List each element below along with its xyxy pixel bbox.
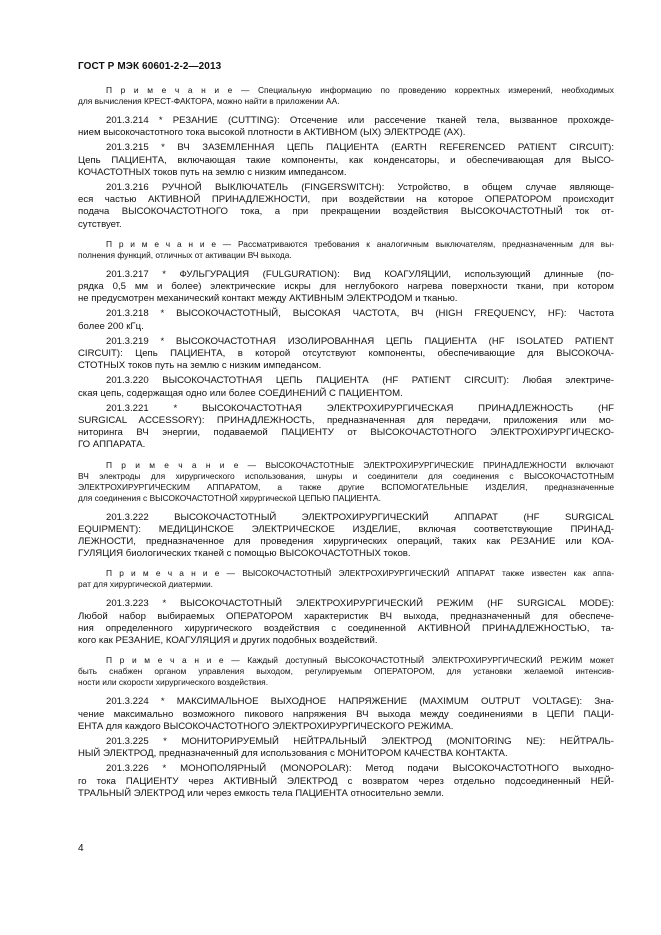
- note-paragraph: [78, 239, 614, 261]
- text-line: не предусмотрен механический контакт между АКТИВНЫМ ЭЛЕКТРОДОМ и тканью.: [78, 293, 458, 305]
- text-line: НЫЙ ЭЛЕКТРОД, предназначенный для использования с МОНИТОРОМ КАЧЕСТВА КОНТАКТА.: [78, 748, 508, 760]
- definition-paragraph: [78, 269, 614, 306]
- text-line: ЭЛЕКТРОХИРУРГИЧЕСКИМ АППАРАТОМ, а также другие ВСПОМОГАТЕЛЬНЫЕ ИЗДЕЛИЯ, предназначенные: [78, 481, 614, 492]
- text-line: для соединения с ВЫСОКОЧАСТОТНОЙ хирургической ЦЕПЬЮ ПАЦИЕНТА.: [78, 492, 381, 503]
- text-line: рат для хирургической диатермии.: [78, 579, 214, 590]
- text-line: ЕНТА для каждого ВЫСОКОЧАСТОТНОГО ЭЛЕКТРОХИРУРГИЧЕСКОГО РЕЖИМА.: [78, 720, 454, 732]
- block-gap: [78, 231, 614, 239]
- block-gap: [78, 452, 614, 460]
- text-line: 201.3.215 * ВЧ ЗАЗЕМЛЕННАЯ ЦЕПЬ ПАЦИЕНТА (EARTH REFERENCED PATIENT CIRCUIT):: [106, 142, 614, 154]
- text-line: 201.3.218 * ВЫСОКОЧАСТОТНЫЙ, ВЫСОКАЯ ЧАСТОТА, ВЧ (HIGH FREQUENCY, HF): Частота: [106, 308, 614, 320]
- text-line: 201.3.217 * ФУЛЬГУРАЦИЯ (FULGURATION): Вид КОАГУЛЯЦИИ, использующий длинные (по-: [106, 268, 614, 280]
- text-line: 201.3.226 * МОНОПОЛЯРНЫЙ (MONOPOLAR): Метод подачи ВЫСОКОЧАСТОТНОГО выходно-: [106, 763, 614, 775]
- text-line: EQUIPMENT): МЕДИЦИНСКОЕ ЭЛЕКТРИЧЕСКОЕ ИЗДЕЛИЕ, включая соответствующие ПРИНАД-: [78, 523, 614, 535]
- definition-paragraph: [78, 598, 614, 647]
- text-line: SURGICAL ACCESSORY): ПРИНАДЛЕЖНОСТЬ, предназначенная для передачи, приложения или мо-: [78, 415, 614, 427]
- text-line: для вычисления КРЕСТ-ФАКТОРА, можно найти в приложении АА.: [78, 96, 340, 106]
- text-line: CIRCUIT): Цепь ПАЦИЕНТА, в которой отсутствуют компоненты, обеспечивающие для ВЫСОКОЧА-: [78, 348, 614, 360]
- block-gap: [78, 261, 614, 269]
- text-line: более 200 кГц.: [78, 320, 144, 332]
- definition-paragraph: [78, 336, 614, 373]
- text-line: ГО АППАРАТА.: [78, 439, 146, 451]
- text-line: 201.3.225 * МОНИТОРИРУЕМЫЙ НЕЙТРАЛЬНЫЙ ЭЛЕКТРОД (MONITORING NE): НЕЙТРАЛЬ-: [106, 735, 614, 747]
- text-line: П р и м е ч а н и е — Рассматриваются требования к аналогичным выключателям, предназначенным для вы-: [106, 238, 614, 249]
- text-line: сутствует.: [78, 218, 122, 230]
- block-gap: [78, 504, 614, 512]
- text-line: 201.3.222 ВЫСОКОЧАСТОТНЫЙ ЭЛЕКТРОХИРУРГИЧЕСКИЙ АППАРАТ (HF SURGICAL: [106, 511, 614, 523]
- definition-paragraph: [78, 696, 614, 733]
- text-line: ности или скорости хирургического воздействия.: [78, 677, 269, 688]
- text-line: подача ВЫСОКОЧАСТОТНОГО тока, а при прекращении воздействия ВЫСОКОЧАСТОТНЫЙ ток от-: [78, 206, 614, 218]
- text-line: П р и м е ч а н и е — Специальную информацию по проведению корректных измерений, необходимых: [106, 85, 614, 95]
- note-paragraph: [78, 460, 614, 504]
- text-line: Цепь ПАЦИЕНТА, включающая такие компоненты, как конденсаторы, и обеспечивающая для ВЫСО-: [78, 154, 614, 166]
- text-line: быть снабжен органом управления выходом, регулируемым ОПЕРАТОРОМ, для установки желаемой интенсив-: [78, 666, 614, 677]
- text-line: 201.3.216 РУЧНОЙ ВЫКЛЮЧАТЕЛЬ (FINGERSWITCH): Устройство, в общем случае являюще-: [106, 182, 614, 194]
- text-line: нием высокочастотного тока высокой плотности в АКТИВНОМ (ЫХ) ЭЛЕКТРОДЕ (АХ).: [78, 127, 466, 139]
- definition-paragraph: [78, 182, 614, 231]
- text-line: 201.3.220 ВЫСОКОЧАСТОТНАЯ ЦЕПЬ ПАЦИЕНТА (HF PATIENT CIRCUIT): Любая электриче-: [106, 375, 614, 387]
- definition-paragraph: [78, 115, 614, 139]
- note-paragraph: [78, 655, 614, 688]
- text-line: ЛЕЖНОСТИ, предназначенное для проведения хирургических операций, таких как РЕЗАНИЕ или КОА-: [78, 536, 614, 548]
- definition-paragraph: [78, 375, 614, 399]
- block-gap: [78, 688, 614, 696]
- text-line: 201.3.221 * ВЫСОКОЧАСТОТНАЯ ЭЛЕКТРОХИРУРГИЧЕСКАЯ ПРИНАДЛЕЖНОСТЬ (HF: [106, 402, 614, 414]
- definition-paragraph: [78, 736, 614, 760]
- text-line: еся частью АКТИВНОЙ ПРИНАДЛЕЖНОСТИ, при воздействии на которое ОПЕРАТОРОМ происходит: [78, 194, 614, 206]
- text-line: 201.3.219 * ВЫСОКОЧАСТОТНАЯ ИЗОЛИРОВАННАЯ ЦЕПЬ ПАЦИЕНТА (HF ISOLATED PATIENT: [106, 335, 614, 347]
- text-line: П р и м е ч а н и е — ВЫСОКОЧАСТОТНЫЕ ЭЛЕКТРОХИРУРГИЧЕСКИЕ ПРИНАДЛЕЖНОСТИ включают: [106, 459, 614, 470]
- text-line: ТРАЛЬНЫЙ ЭЛЕКТРОД или через емкость тела ПАЦИЕНТА относительно земли.: [78, 787, 444, 799]
- definition-paragraph: [78, 403, 614, 452]
- text-line: рядка 0,5 мм и более) электрические искры для неглубокого нагрева поверхности ткани, при котором: [78, 281, 614, 293]
- text-line: 201.3.214 * РЕЗАНИЕ (CUTTING): Отсечение или рассечение тканей тела, вызванное прохожде-: [106, 115, 614, 126]
- page-number: 4: [78, 843, 84, 854]
- note-paragraph: [78, 85, 614, 107]
- text-line: Любой набор выбираемых ОПЕРАТОРОМ характеристик ВЧ выхода, предназначенный для обеспече-: [78, 610, 614, 622]
- text-line: П р и м е ч а н и е — ВЫСОКОЧАСТОТНЫЙ ЭЛЕКТРОХИРУРГИЧЕСКИЙ АППАРАТ также известен как аппа-: [106, 568, 614, 579]
- text-line: кого как РЕЗАНИЕ, КОАГУЛЯЦИЯ и других подобных воздействий.: [78, 635, 378, 647]
- document-body: [78, 85, 614, 800]
- text-line: СТОТНЫХ токов путь на землю с низким импедансом.: [78, 360, 322, 372]
- definition-paragraph: [78, 763, 614, 800]
- text-line: КОЧАСТОТНЫХ токов путь на землю с низким импедансом.: [78, 166, 347, 178]
- definition-paragraph: [78, 512, 614, 561]
- text-line: 201.3.224 * МАКСИМАЛЬНОЕ ВЫХОДНОЕ НАПРЯЖЕНИЕ (MAXIMUM OUTPUT VOLTAGE): Зна-: [106, 696, 614, 708]
- definition-paragraph: [78, 308, 614, 332]
- text-line: го тока ПАЦИЕНТУ через АКТИВНЫЙ ЭЛЕКТРОД с возвратом через отдельно подсоединенный НЕЙ-: [78, 775, 614, 787]
- text-line: ская цепь, содержащая одно или более СОЕДИНЕНИЙ С ПАЦИЕНТОМ.: [78, 387, 403, 399]
- text-line: ГУЛЯЦИЯ биологических тканей с помощью ВЫСОКОЧАСТОТНЫХ токов.: [78, 548, 411, 560]
- document-header: ГОСТ Р МЭК 60601-2-2—2013: [78, 61, 222, 72]
- definition-paragraph: [78, 142, 614, 179]
- text-line: полнения функций, отличных от активации ВЧ выхода.: [78, 249, 292, 260]
- note-paragraph: [78, 568, 614, 590]
- text-line: П р и м е ч а н и е — Каждый доступный ВЫСОКОЧАСТОТНЫЙ ЭЛЕКТРОХИРУРГИЧЕСКИЙ РЕЖИМ может: [106, 655, 614, 666]
- text-line: ниторинга ВЧ энергии, подаваемой ПАЦИЕНТУ от ВЫСОКОЧАСТОТНОГО ЭЛЕКТРОХИРУРГИЧЕСКО-: [78, 427, 614, 439]
- block-gap: [78, 107, 614, 115]
- text-line: чение максимально возможного пикового напряжения ВЧ выхода между соединениями в ЦЕПИ ПАЦИ-: [78, 708, 614, 720]
- text-line: ВЧ электроды для хирургического использования, шнуры и соединители для соединения с ВЫСОКОЧАСТОТНЫМ: [78, 470, 614, 481]
- text-line: ния определенного хирургического воздействия с соединенной АКТИВНОЙ ПРИНАДЛЕЖНОСТЬЮ, та-: [78, 622, 614, 634]
- text-line: 201.3.223 * ВЫСОКОЧАСТОТНЫЙ ЭЛЕКТРОХИРУРГИЧЕСКИЙ РЕЖИМ (HF SURGICAL MODE):: [106, 598, 614, 610]
